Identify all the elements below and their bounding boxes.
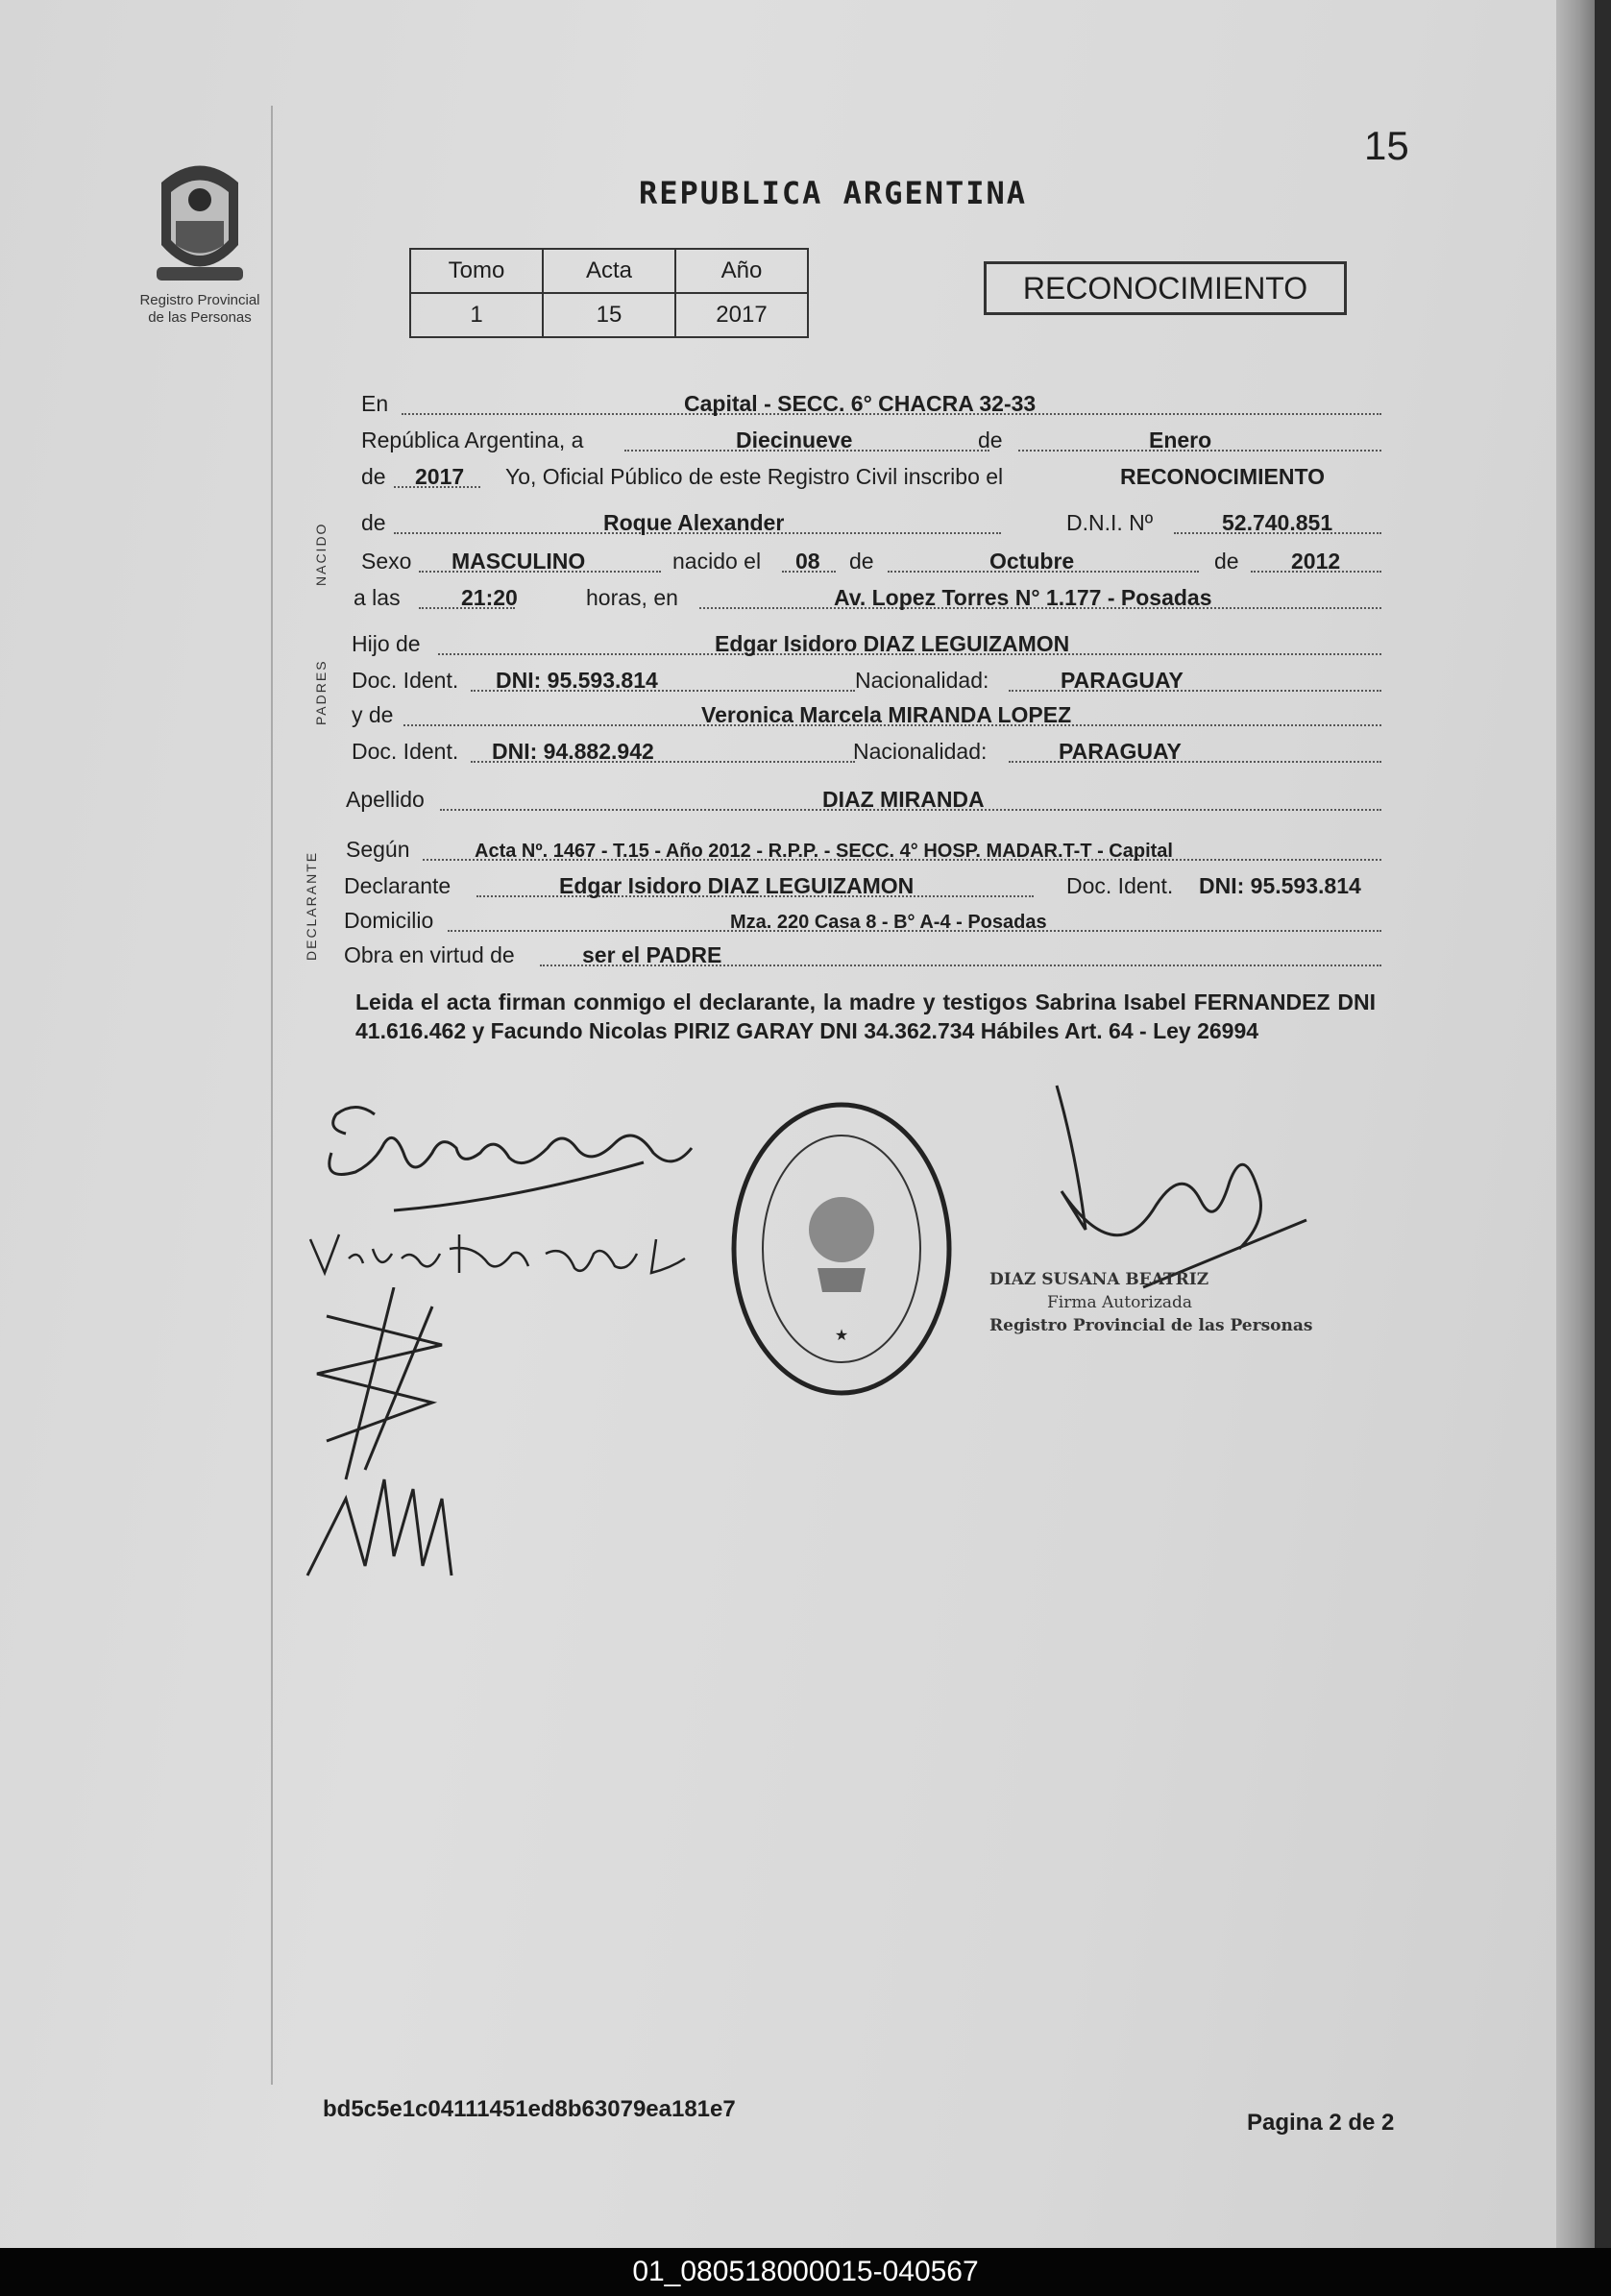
closing-paragraph: Leida el acta firman conmigo el declarante, la madre y testigos Sabrina Isabel FERNANDEZ DNI 41.616.462 y Facundo Nicolas PIRIZ GARAY DNI 34.362.734 Hábiles Art. 64 - Ley 26994 — [355, 989, 1376, 1043]
value-reason: ser el PADRE — [582, 942, 722, 967]
label-de: de — [361, 510, 386, 535]
text-oficial: Yo, Oficial Público de este Registro Civil inscribo el — [505, 464, 1004, 489]
label-de: de — [1214, 549, 1239, 574]
header-acta: Acta — [543, 249, 675, 293]
label-de: de — [849, 549, 874, 574]
handwritten-signature-witnesses — [288, 1287, 500, 1595]
act-type-box: RECONOCIMIENTO — [984, 261, 1347, 315]
value-act: RECONOCIMIENTO — [1120, 464, 1325, 489]
value-mother: Veronica Marcela MIRANDA LOPEZ — [701, 702, 1072, 727]
value-source-act: Acta Nº. 1467 - T.15 - Año 2012 - R.P.P. - SECC. 4° HOSP. MADAR.T-T - Capital — [475, 841, 1173, 862]
row-madre-doc — [346, 734, 1398, 767]
official-office: Registro Provincial de las Personas — [989, 1316, 1313, 1335]
value-mother-doc: DNI: 94.882.942 — [492, 739, 654, 764]
svg-text:★: ★ — [834, 1326, 849, 1344]
row-en — [346, 386, 1398, 419]
row-domicilio — [346, 903, 1398, 936]
label-segun: Según — [346, 837, 410, 862]
value-year: 2017 — [415, 464, 465, 489]
label-doc: Doc. Ident. — [352, 739, 459, 764]
value-sex: MASCULINO — [452, 549, 586, 574]
value-anio: 2017 — [675, 293, 808, 337]
page-binding — [1556, 0, 1595, 2248]
value-tomo: 1 — [410, 293, 543, 337]
pagination: Pagina 2 de 2 — [1247, 2110, 1395, 2136]
label-en: En — [361, 391, 389, 416]
value-father: Edgar Isidoro DIAZ LEGUIZAMON — [715, 631, 1070, 656]
row-madre — [346, 697, 1398, 730]
label-hijo: Hijo de — [352, 631, 421, 656]
value-mother-nationality: PARAGUAY — [1059, 739, 1182, 764]
side-label-padres: PADRES — [313, 659, 329, 725]
label-apellido: Apellido — [346, 787, 425, 812]
value-name: Roque Alexander — [603, 510, 785, 535]
registry-caption: Registro Provincial de las Personas — [139, 292, 260, 326]
row-declarante — [346, 868, 1398, 901]
signature-edgar — [317, 1095, 701, 1234]
authorized-signature-block — [989, 1268, 1312, 1337]
label-yde: y de — [352, 702, 394, 727]
signature-veronica — [305, 1220, 709, 1292]
official-seal-icon — [726, 1095, 957, 1403]
row-sexo — [346, 544, 1398, 576]
value-time: 21:20 — [461, 585, 518, 610]
row-apellido — [346, 782, 1398, 815]
label-de: de — [978, 427, 1003, 452]
page-number: 15 — [1364, 123, 1409, 168]
label-nacionalidad: Nacionalidad: — [853, 739, 988, 764]
label-sexo: Sexo — [361, 549, 412, 574]
label-horas-en: horas, en — [586, 585, 678, 610]
value-declarant: Edgar Isidoro DIAZ LEGUIZAMON — [559, 873, 915, 898]
value-dni: 52.740.851 — [1222, 510, 1333, 535]
value-surname: DIAZ MIRANDA — [822, 787, 985, 812]
signature-witnesses — [288, 1287, 500, 1600]
value-day: Diecinueve — [736, 427, 853, 452]
country-heading: REPUBLICA ARGENTINA — [639, 175, 1028, 211]
file-id-footer: 01_080518000015-040567 — [0, 2248, 1611, 2296]
label-obra: Obra en virtud de — [344, 942, 515, 967]
header-anio: Año — [675, 249, 808, 293]
side-label-declarante: DECLARANTE — [304, 850, 319, 961]
label-declarante: Declarante — [344, 873, 452, 898]
label-nacido: nacido el — [672, 549, 762, 574]
value-birth-place: Av. Lopez Torres N° 1.177 - Posadas — [834, 585, 1212, 610]
row-hijo — [346, 626, 1398, 659]
label-de: de — [361, 464, 386, 489]
reference-table — [409, 248, 809, 338]
official-name: DIAZ SUSANA BEATRIZ — [989, 1270, 1209, 1289]
value-address: Mza. 220 Casa 8 - B° A-4 - Posadas — [730, 912, 1047, 933]
label-alas: a las — [354, 585, 401, 610]
value-place: Capital - SECC. 6° CHACRA 32-33 — [684, 391, 1037, 416]
row-year — [346, 459, 1398, 492]
document-hash: bd5c5e1c04111451ed8b63079ea181e7 — [323, 2096, 736, 2122]
label-domicilio: Domicilio — [344, 908, 434, 933]
value-declarant-doc: DNI: 95.593.814 — [1199, 873, 1361, 898]
coat-of-arms-icon — [147, 154, 253, 288]
row-nombre — [346, 505, 1398, 538]
value-father-doc: DNI: 95.593.814 — [496, 668, 658, 693]
value-month: Enero — [1149, 427, 1212, 452]
row-padre-doc — [346, 663, 1398, 696]
header-tomo: Tomo — [410, 249, 543, 293]
label-doc: Doc. Ident. — [1066, 873, 1174, 898]
row-hora — [346, 580, 1398, 613]
row-obra — [346, 938, 1398, 970]
row-segun — [346, 832, 1398, 865]
label-republica: República Argentina, a — [361, 427, 584, 452]
label-doc: Doc. Ident. — [352, 668, 459, 693]
label-nacionalidad: Nacionalidad: — [855, 668, 989, 693]
label-dni: D.N.I. Nº — [1066, 510, 1154, 535]
margin-line — [271, 106, 273, 2085]
row-date — [346, 423, 1398, 455]
side-label-nacido: NACIDO — [313, 522, 329, 586]
handwritten-signature-edgar — [317, 1095, 701, 1230]
value-father-nationality: PARAGUAY — [1061, 668, 1184, 693]
value-birth-day: 08 — [795, 549, 820, 574]
value-birth-year: 2012 — [1291, 549, 1341, 574]
value-acta: 15 — [543, 293, 675, 337]
official-title: Firma Autorizada — [1047, 1293, 1192, 1312]
registry-stamp — [726, 1095, 957, 1407]
handwritten-signature-veronica — [305, 1220, 709, 1287]
value-birth-month: Octubre — [989, 549, 1075, 574]
registry-crest — [123, 154, 277, 327]
